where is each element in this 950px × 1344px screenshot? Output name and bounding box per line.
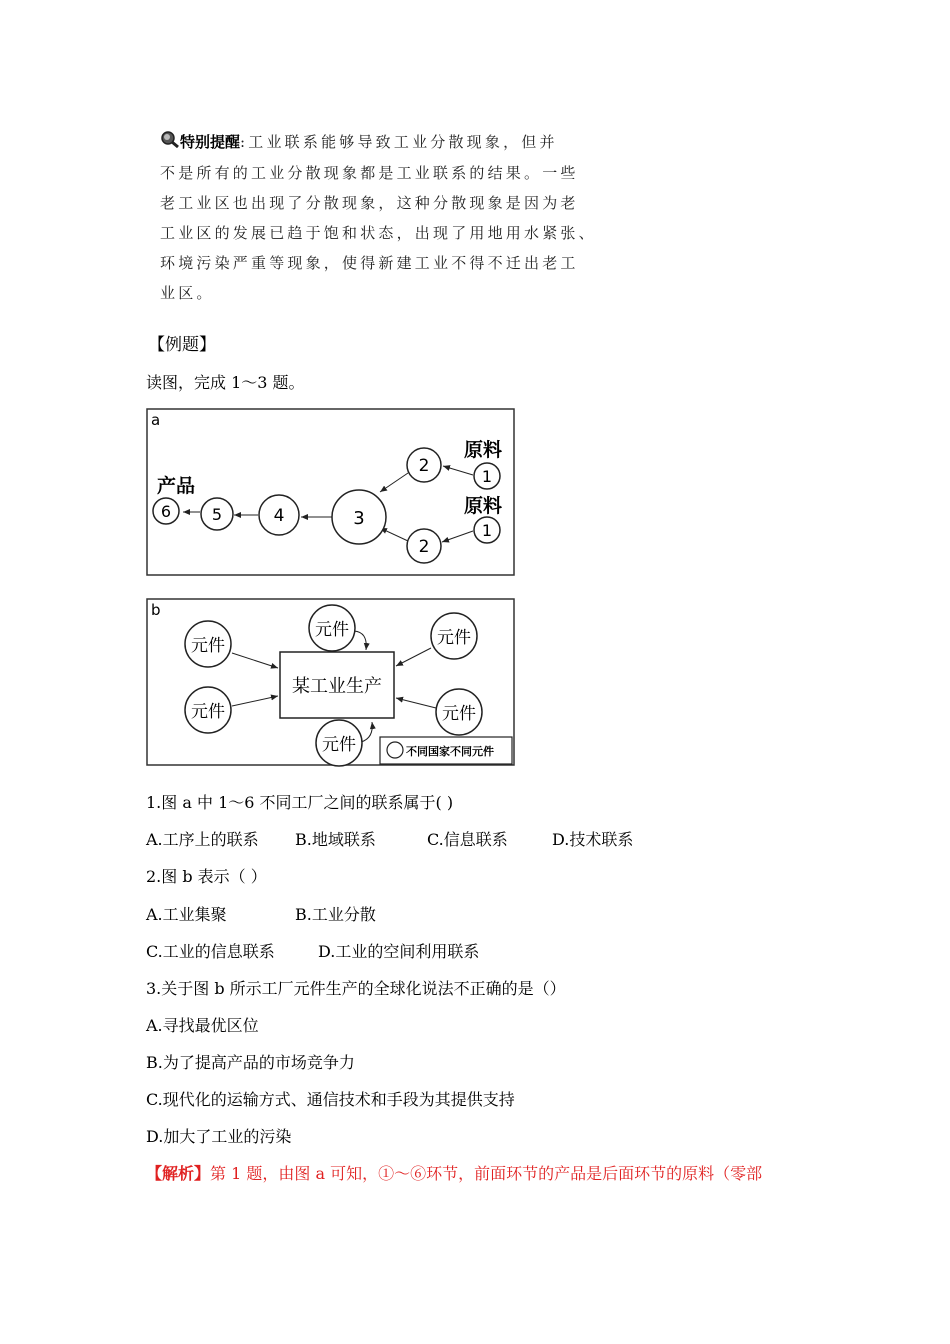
tip-line-1: 特别提醒:工业联系能够导致工业分散现象，但并 — [160, 127, 600, 158]
arrow-right-bottom — [396, 698, 436, 708]
q3-option-b: B.为了提高产品的市场竞争力 — [146, 1053, 355, 1072]
q3-option-a: A.寻找最优区位 — [146, 1016, 259, 1035]
arrow-2-3-bottom — [380, 528, 408, 541]
example-heading: 【例题】 — [148, 335, 216, 355]
node-2-bottom-label: 2 — [418, 537, 430, 557]
arrow-right-top — [396, 648, 431, 666]
q2-option-d: D.工业的空间利用联系 — [318, 942, 480, 961]
question-1: 1.图 a 中 1～6 不同工厂之间的联系属于( ) — [146, 793, 454, 812]
raw-material-label-top: 原料 — [464, 439, 503, 461]
magnifier-icon — [160, 128, 180, 158]
node-6-label: 6 — [160, 502, 172, 521]
analysis-text: 第 1 题，由图 a 可知，①～⑥环节，前面环节的产品是后面环节的原料（零部 — [210, 1164, 763, 1183]
arrow-left-bottom — [232, 696, 278, 706]
q2-option-c: C.工业的信息联系 — [146, 942, 275, 961]
tip-line-2: 不是所有的工业分散现象都是工业联系的结果。一些 — [160, 164, 579, 182]
product-label: 产品 — [157, 475, 196, 497]
figure-b-label: b — [151, 601, 161, 619]
tip-line-4: 工业区的发展已趋于饱和状态，出现了用地用水紧张、 — [160, 224, 597, 242]
q1-option-b: B.地域联系 — [295, 830, 376, 849]
q2-option-a: A.工业集聚 — [146, 905, 227, 924]
q1-option-c: C.信息联系 — [427, 830, 508, 849]
component-left-top-label: 元件 — [191, 636, 225, 656]
component-right-bottom-label: 元件 — [442, 704, 476, 724]
q1-option-d: D.技术联系 — [552, 830, 634, 849]
node-1-bottom-label: 1 — [481, 521, 493, 540]
figure-b — [146, 598, 516, 768]
figure-a-label: a — [151, 411, 161, 429]
arrow-1-2-bottom — [442, 531, 473, 542]
tip-line-3: 老工业区也出现了分散现象，这种分散现象是因为老 — [160, 194, 579, 212]
arrow-left-top — [232, 653, 278, 668]
arrow-1-2-top — [443, 466, 473, 475]
special-tip — [160, 127, 600, 308]
tip-line-6: 业区。 — [160, 284, 215, 302]
tip-text-1: 工业联系能够导致工业分散现象，但并 — [248, 133, 558, 151]
node-5-label: 5 — [211, 505, 223, 524]
analysis-tag: 【解析】 — [146, 1164, 211, 1183]
arrow-top — [354, 631, 366, 650]
analysis — [146, 1164, 762, 1184]
component-bottom-label: 元件 — [322, 735, 356, 755]
question-2: 2.图 b 表示（ ） — [146, 867, 267, 886]
component-top-label: 元件 — [315, 620, 349, 640]
center-label: 某工业生产 — [292, 676, 382, 697]
q3-option-d: D.加大了工业的污染 — [146, 1127, 292, 1146]
node-4-label: 4 — [273, 506, 285, 526]
node-3-label: 3 — [353, 508, 365, 529]
node-2-top-label: 2 — [418, 456, 430, 476]
component-left-bottom-label: 元件 — [191, 702, 225, 722]
tip-title: 特别提醒 — [180, 133, 241, 151]
arrow-bottom — [361, 722, 372, 742]
q1-option-a: A.工序上的联系 — [146, 830, 259, 849]
component-right-top-label: 元件 — [437, 628, 471, 648]
node-1-top-label: 1 — [481, 467, 493, 486]
raw-material-label-bottom: 原料 — [464, 495, 503, 517]
figure-a — [146, 408, 516, 578]
q2-option-b: B.工业分散 — [295, 905, 376, 924]
intro-text: 读图，完成 1～3 题。 — [146, 373, 305, 392]
question-3: 3.关于图 b 所示工厂元件生产的全球化说法不正确的是（） — [146, 979, 566, 998]
legend-circle — [387, 742, 403, 758]
arrow-2-3-top — [380, 473, 408, 492]
q3-option-c: C.现代化的运输方式、通信技术和手段为其提供支持 — [146, 1090, 515, 1109]
legend-label: 不同国家不同元件 — [406, 745, 494, 758]
figure-a-frame — [147, 409, 514, 575]
tip-line-5: 环境污染严重等现象，使得新建工业不得不迁出老工 — [160, 254, 579, 272]
